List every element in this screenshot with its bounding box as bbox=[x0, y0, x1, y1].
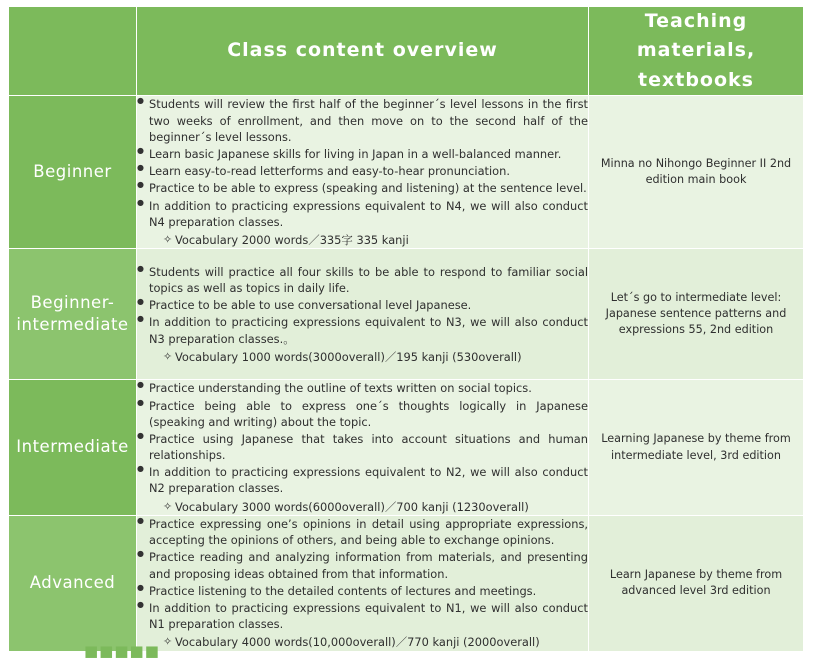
list-item: ● Practice to be able to use conversational level Japanese. bbox=[137, 297, 588, 313]
textbook-cell-beginner-intermediate: Let´s go to intermediate level: Japanese sentence patterns and expressions 55, 2nd edition bbox=[589, 249, 804, 380]
header-books-line2: textbooks bbox=[638, 68, 754, 91]
list-item: ● Practice being able to express one´s thoughts logically in Japanese (speaking and writing) about the topic. bbox=[137, 398, 588, 430]
list-item: ● Students will practice all four skills to be able to respond to familiar social topics as well as topics in daily life. bbox=[137, 264, 588, 296]
vocabulary-note: ✧ Vocabulary 2000 words／335字 335 kanji bbox=[137, 232, 588, 248]
header-level-column bbox=[9, 7, 137, 96]
list-item: ● In addition to practicing expressions equivalent to N3, we will also conduct N3 preparation classes.。 bbox=[137, 314, 588, 346]
bullet-list bbox=[137, 380, 588, 496]
list-item: ● In addition to practicing expressions equivalent to N4, we will also conduct N4 preparation classes. bbox=[137, 198, 588, 230]
vocabulary-note: ✧ Vocabulary 1000 words(3000overall)／195 kanji (530overall) bbox=[137, 349, 588, 365]
table-row bbox=[9, 96, 804, 249]
list-item: ● Practice to be able to express (speaking and listening) at the sentence level. bbox=[137, 180, 588, 196]
bullet-list bbox=[137, 516, 588, 632]
list-item: ● Practice expressing one’s opinions in detail using appropriate expressions, accepting the opinions of others, and being able to exchange opinions. bbox=[137, 516, 588, 548]
vocabulary-note: ✧ Vocabulary 4000 words(10,000overall)／770 kanji (2000overall) bbox=[137, 634, 588, 650]
content-cell-beginner bbox=[137, 96, 589, 249]
list-item: ● Learn easy-to-read letterforms and easy-to-hear pronunciation. bbox=[137, 163, 588, 179]
list-item: ● In addition to practicing expressions equivalent to N1, we will also conduct N1 preparation classes. bbox=[137, 600, 588, 632]
table-row bbox=[9, 249, 804, 380]
list-item: ● Practice understanding the outline of texts written on social topics. bbox=[137, 380, 588, 396]
list-item: ● In addition to practicing expressions equivalent to N2, we will also conduct N2 preparation classes. bbox=[137, 464, 588, 496]
list-item: ● Practice listening to the detailed contents of lectures and meetings. bbox=[137, 583, 588, 599]
bullet-list bbox=[137, 96, 588, 230]
list-item: ● Learn basic Japanese skills for living in Japan in a well-balanced manner. bbox=[137, 146, 588, 162]
bullet-list bbox=[137, 264, 588, 347]
textbook-cell-intermediate: Learning Japanese by theme from intermediate level, 3rd edition bbox=[589, 380, 804, 516]
level-label-beginner: Beginner bbox=[9, 96, 137, 249]
footer-decoration: ■■■■■ bbox=[84, 642, 160, 660]
table-row bbox=[9, 380, 804, 516]
curriculum-table bbox=[8, 6, 804, 652]
level-label-advanced: Advanced bbox=[9, 515, 137, 651]
textbook-cell-advanced: Learn Japanese by theme from advanced level 3rd edition bbox=[589, 515, 804, 651]
list-item: ● Students will review the first half of the beginner´s level lessons in the first two weeks of enrollment, and then move on to the second half of the beginner´s level lessons. bbox=[137, 96, 588, 145]
list-item: ● Practice using Japanese that takes into account situations and human relationships. bbox=[137, 431, 588, 463]
header-content-column: Class content overview bbox=[137, 7, 589, 96]
header-books-line1: Teaching materials, bbox=[636, 10, 756, 62]
content-cell-advanced bbox=[137, 515, 589, 651]
level-label-beginner-intermediate: Beginner-intermediate bbox=[9, 249, 137, 380]
table-header-row bbox=[9, 7, 804, 96]
content-cell-beginner-intermediate bbox=[137, 249, 589, 380]
table-row bbox=[9, 515, 804, 651]
textbook-cell-beginner: Minna no Nihongo Beginner II 2nd edition main book bbox=[589, 96, 804, 249]
document-page bbox=[0, 6, 815, 662]
vocabulary-note: ✧ Vocabulary 3000 words(6000overall)／700 kanji (1230overall) bbox=[137, 499, 588, 515]
content-cell-intermediate bbox=[137, 380, 589, 516]
list-item: ● Practice reading and analyzing information from materials, and presenting and proposing ideas obtained from that information. bbox=[137, 549, 588, 581]
table-header bbox=[9, 7, 804, 96]
header-books-column bbox=[589, 7, 804, 96]
level-label-intermediate: Intermediate bbox=[9, 380, 137, 516]
table-body bbox=[9, 96, 804, 652]
